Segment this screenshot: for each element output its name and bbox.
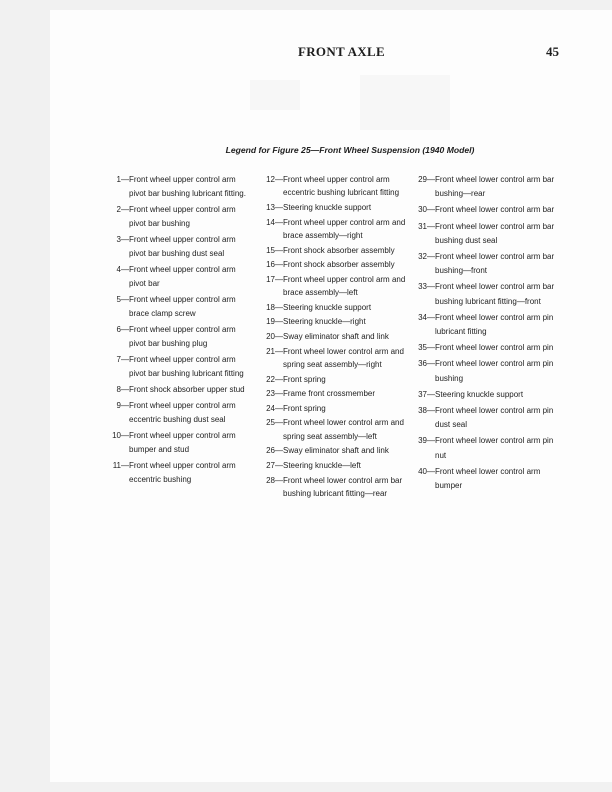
- legend-entry-text: Front wheel lower control arm pin bushing: [435, 359, 554, 383]
- legend-entry-text: Front wheel upper control arm eccentric bushing dust seal: [129, 400, 236, 424]
- legend-entry-text: Front wheel lower control arm and spring seat assembly—left: [283, 418, 404, 441]
- legend-entry-number: 25 —: [262, 416, 283, 429]
- scan-smudge: [250, 80, 300, 110]
- legend-entry: [262, 216, 408, 243]
- legend-entry-text: Front wheel lower control arm bar bushing lubricant fitting—rear: [283, 475, 403, 498]
- scan-smudge: [360, 75, 450, 130]
- legend-entry: [108, 293, 254, 322]
- legend-entry-number: 31 —: [414, 220, 435, 234]
- legend-entry-number: 34 —: [414, 311, 435, 325]
- legend-entry-text: Front wheel upper control arm and brace assembly—left: [283, 274, 406, 298]
- legend-entry: [414, 388, 560, 402]
- legend-entry-number: 4 —: [108, 263, 129, 277]
- legend-entry-text: Front spring: [283, 374, 326, 384]
- legend-entry-text: Frame front crossmember: [283, 389, 376, 399]
- running-header-title: FRONT AXLE: [298, 44, 385, 59]
- legend-entry-text: Steering knuckle—left: [283, 460, 361, 470]
- legend-entry: [108, 233, 254, 262]
- legend-entry-number: 19 —: [262, 315, 283, 328]
- legend-entry-text: Front shock absorber upper stud: [129, 384, 245, 394]
- legend-entry: [414, 250, 560, 278]
- legend-entry-number: 21 —: [262, 345, 283, 358]
- legend-entry-text: Front wheel lower control arm bar bushing dust seal: [435, 221, 555, 245]
- legend-entry: [414, 203, 560, 217]
- legend-entry: [108, 263, 254, 292]
- legend-entry-text: Front shock absorber assembly: [283, 245, 395, 255]
- legend-entry-number: 39 —: [414, 434, 435, 448]
- legend-entry-text: Front wheel upper control arm pivot bar bushing lubricant fitting: [129, 354, 244, 379]
- legend-entry: [108, 323, 254, 352]
- legend-entry: [262, 474, 408, 501]
- legend-entry-text: Front wheel lower control arm pin lubricant fitting: [435, 312, 554, 337]
- legend-entry: [108, 429, 254, 458]
- legend-entry-number: 38 —: [414, 404, 435, 418]
- legend-entry: [414, 404, 560, 432]
- legend-entry-number: 2 —: [108, 203, 129, 217]
- legend-entry: [262, 273, 408, 300]
- legend-entry-text: Front wheel upper control arm eccentric bushing lubricant fitting: [283, 175, 400, 198]
- legend-entry: [414, 311, 560, 339]
- legend-entry-number: 15 —: [262, 244, 283, 257]
- legend-entry-number: 26 —: [262, 444, 283, 457]
- legend-entry: [414, 173, 560, 201]
- legend-entry-text: Front wheel upper control arm eccentric bushing: [129, 460, 236, 484]
- legend-entry-number: 29 —: [414, 173, 435, 187]
- legend-entry-text: Steering knuckle—right: [283, 317, 366, 327]
- legend-entry-number: 27 —: [262, 459, 283, 472]
- legend-entry-number: 3 —: [108, 233, 129, 247]
- legend-entry: [414, 357, 560, 385]
- legend-entry: [414, 280, 560, 308]
- legend-entry-number: 20 —: [262, 330, 283, 343]
- legend-entry-text: Front wheel lower control arm pin nut: [435, 436, 554, 460]
- legend-entry-text: Front wheel upper control arm pivot bar: [129, 264, 236, 289]
- legend-entry: [414, 220, 560, 248]
- legend-entry-number: 24 —: [262, 402, 283, 415]
- legend-entry: [262, 416, 408, 443]
- legend-entry-number: 16 —: [262, 258, 283, 271]
- legend-entry-text: Front wheel upper control arm pivot bar bushing dust seal: [129, 234, 236, 259]
- legend-entry-text: Front wheel lower control arm bar: [435, 205, 555, 215]
- legend-entry-number: 23 —: [262, 387, 283, 400]
- legend-entry: [414, 341, 560, 355]
- legend-entry: [108, 383, 254, 397]
- legend-entry-number: 33 —: [414, 280, 435, 294]
- legend-entry-text: Front wheel lower control arm bar bushing—rear: [435, 175, 555, 199]
- legend-entry: [262, 201, 408, 214]
- legend-entry-text: Front wheel upper control arm pivot bar bushing lubricant fitting.: [129, 175, 246, 199]
- legend-entry-number: 7 —: [108, 353, 129, 367]
- legend-entry: [262, 301, 408, 314]
- legend-entry-number: 11 —: [108, 459, 129, 473]
- legend-entry-number: 40 —: [414, 465, 435, 479]
- legend-entry: [262, 330, 408, 343]
- legend-column-1: [108, 173, 254, 489]
- legend-entry-number: 10 —: [108, 429, 129, 443]
- legend-entry-number: 36 —: [414, 357, 435, 371]
- legend-entry: [262, 459, 408, 472]
- legend-entry-text: Front wheel lower control arm bumper: [435, 466, 541, 491]
- legend-entry-text: Front wheel upper control arm pivot bar bushing: [129, 204, 236, 229]
- legend-column-3: [414, 173, 560, 495]
- legend-entry: [262, 444, 408, 457]
- legend-entry: [262, 315, 408, 328]
- legend-entry-text: Front wheel lower control arm pin dust seal: [435, 406, 554, 430]
- legend-entry-text: Front wheel lower control arm bar bushing—front: [435, 252, 555, 276]
- legend-entry: [262, 373, 408, 386]
- legend-entry: [414, 465, 560, 493]
- legend-entry-text: Steering knuckle support: [283, 203, 372, 212]
- legend-entry: [108, 353, 254, 382]
- legend-entry-text: Front wheel lower control arm pin: [435, 343, 554, 353]
- legend-column-2: [262, 173, 408, 502]
- legend-entry-text: Front wheel upper control arm bumper and stud: [129, 430, 236, 454]
- legend-entry-number: 5 —: [108, 293, 129, 307]
- legend-entry: [262, 402, 408, 415]
- legend-entry-number: 9 —: [108, 399, 129, 413]
- legend-entry-number: 13 —: [262, 201, 283, 214]
- legend-entry-number: 17 —: [262, 273, 283, 286]
- legend-entry-text: Front wheel upper control arm brace clamp screw: [129, 294, 236, 319]
- legend-entry-number: 37 —: [414, 388, 435, 402]
- legend-entry-number: 22 —: [262, 373, 283, 386]
- legend-entry-text: Front shock absorber assembly: [283, 260, 395, 270]
- legend-entry-number: 6 —: [108, 323, 129, 337]
- legend-entry: [108, 203, 254, 232]
- legend-entry-text: Front wheel lower control arm bar bushing lubricant fitting—front: [435, 282, 555, 306]
- legend-entry-number: 32 —: [414, 250, 435, 264]
- legend-entry-text: Sway eliminator shaft and link: [283, 446, 389, 456]
- legend-entry-number: 35 —: [414, 341, 435, 355]
- legend-entry-number: 12 —: [262, 173, 283, 186]
- legend-entry: [262, 244, 408, 257]
- legend-entry-text: Front wheel upper control arm and brace assembly—right: [283, 217, 406, 240]
- legend-entry-text: Front wheel lower control arm and spring seat assembly—right: [283, 346, 404, 369]
- legend-entry-text: Steering knuckle support: [283, 302, 372, 312]
- legend-entry-number: 14 —: [262, 216, 283, 229]
- page-number: 45: [546, 44, 559, 59]
- legend-entry: [262, 173, 408, 200]
- legend-entry: [262, 345, 408, 372]
- legend-entry: [262, 387, 408, 400]
- legend-entry-text: Steering knuckle support: [435, 389, 524, 399]
- legend-entry-text: Front wheel upper control arm pivot bar bushing plug: [129, 324, 236, 349]
- legend-entry: [108, 459, 254, 488]
- legend-entry-number: 8 —: [108, 383, 129, 397]
- legend-entry-number: 28 —: [262, 474, 283, 487]
- legend-entry: [108, 399, 254, 428]
- legend-entry: [108, 173, 254, 202]
- legend-entry: [414, 434, 560, 462]
- legend-entry-text: Front spring: [283, 403, 326, 413]
- legend-entry-number: 30 —: [414, 203, 435, 217]
- legend-entry: [262, 258, 408, 271]
- legend-entry-number: 18 —: [262, 301, 283, 314]
- legend-title: Legend for Figure 25—Front Wheel Suspension (1940 Model): [225, 145, 475, 155]
- legend-entry-text: Sway eliminator shaft and link: [283, 331, 389, 341]
- legend-entry-number: 1 —: [108, 173, 129, 187]
